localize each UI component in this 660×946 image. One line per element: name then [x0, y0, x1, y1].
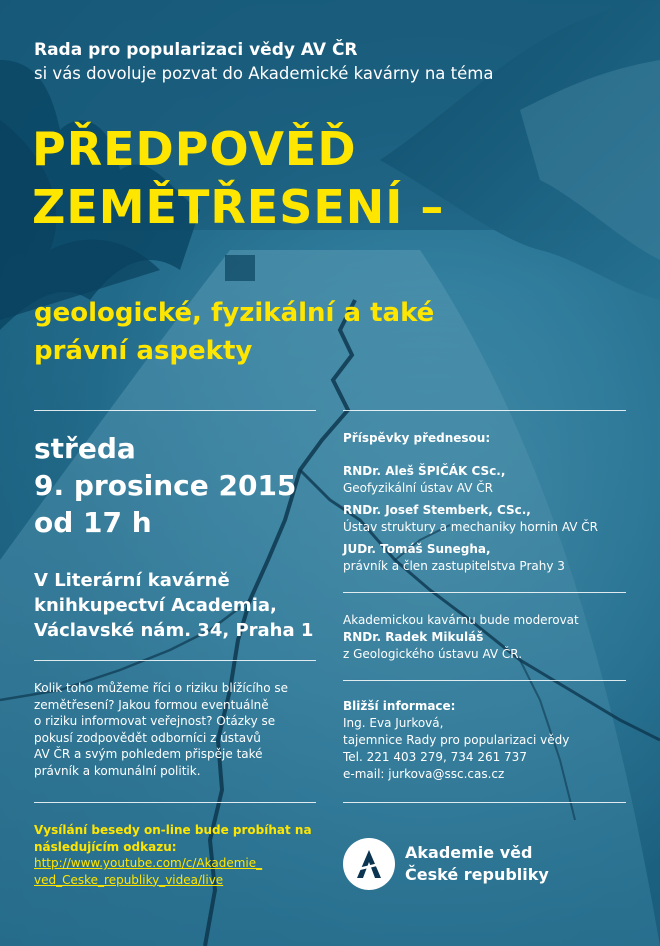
speaker-affiliation: Ústav struktury a mechaniky hornin AV ČR: [343, 520, 598, 534]
stream-link[interactable]: http://www.youtube.com/c/Akademie_: [34, 856, 263, 870]
event-day: středa: [34, 432, 136, 465]
speakers-heading: Příspěvky přednesou:: [343, 431, 491, 445]
title-line: ZEMĚTŘESENÍ –: [32, 180, 445, 234]
speaker-name: RNDr. Aleš ŠPIČÁK CSc.,: [343, 464, 506, 478]
speaker-affiliation: právník a člen zastupitelstva Prahy 3: [343, 559, 565, 573]
subtitle-line: právní aspekty: [34, 336, 253, 366]
logo-line: Akademie věd: [405, 843, 533, 862]
stream-label: následujícím odkazu:: [34, 839, 177, 854]
venue-line: Václavské nám. 34, Praha 1: [34, 620, 314, 641]
subtitle: [34, 294, 434, 370]
description-paragraph: [34, 680, 314, 779]
description-line: zemětřesení? Jakou formou eventuálně: [34, 697, 269, 712]
moderator-intro: Akademickou kavárnu bude moderovat: [343, 613, 579, 627]
invitation-text: si vás dovoluje pozvat do Akademické kavárny na téma: [34, 64, 494, 83]
stream-link[interactable]: ved_Ceske_republiky_videa/live: [34, 872, 224, 887]
main-title: [32, 120, 444, 236]
divider: [34, 802, 316, 803]
a-letter-icon: [352, 847, 386, 881]
divider: [343, 410, 626, 411]
contact-heading: Bližší informace:: [343, 699, 456, 713]
speaker-affiliation: Geofyzikální ústav AV ČR: [343, 481, 493, 495]
moderator-name: RNDr. Radek Mikuláš: [343, 630, 484, 644]
contact-phone: Tel. 221 403 279, 734 261 737: [343, 750, 527, 764]
event-venue: [34, 568, 313, 643]
divider: [34, 660, 316, 661]
contact-email[interactable]: e-mail: jurkova@ssc.cas.cz: [343, 767, 505, 781]
description-line: o riziku informovat veřejnost? Otázky se: [34, 714, 276, 728]
venue-line: V Literární kavárně: [34, 570, 230, 591]
moderator-section: [343, 612, 579, 663]
title-line: PŘEDPOVĚĎ: [32, 122, 357, 176]
speaker-name: JUDr. Tomáš Sunegha,: [343, 542, 491, 556]
contact-name: Ing. Eva Jurková,: [343, 716, 444, 730]
divider: [343, 680, 626, 681]
event-date: 9. prosince 2015: [34, 469, 297, 502]
academy-logo-text: [405, 842, 549, 886]
speaker-name: RNDr. Josef Stemberk, CSc.,: [343, 503, 531, 517]
venue-line: knihkupectví Academia,: [34, 595, 277, 616]
contact-role: tajemnice Rady pro popularizaci vědy: [343, 733, 570, 747]
description-line: AV ČR a svým pohledem přispěje také: [34, 747, 263, 761]
divider: [34, 410, 316, 411]
stream-info: [34, 822, 314, 888]
academy-logo-icon: [343, 838, 395, 890]
description-line: pokusí zodpovědět odborníci z ústavů: [34, 730, 261, 745]
subtitle-line: geologické, fyzikální a také: [34, 298, 435, 328]
divider: [343, 592, 626, 593]
moderator-affiliation: z Geologického ústavu AV ČR.: [343, 647, 523, 661]
event-datetime: [34, 430, 296, 541]
description-line: Kolik toho můžeme říci o riziku blížícího se: [34, 681, 289, 695]
event-time: od 17 h: [34, 506, 152, 539]
description-line: právník a komunální politik.: [34, 763, 201, 778]
speakers-section: [343, 430, 598, 575]
academy-logo: [343, 838, 549, 890]
contact-section: [343, 698, 569, 783]
logo-line: České republiky: [405, 865, 549, 884]
divider: [343, 802, 626, 803]
stream-label: Vysílání besedy on-line bude probíhat na: [34, 823, 312, 837]
organization-name: Rada pro popularizaci vědy AV ČR: [34, 40, 358, 60]
